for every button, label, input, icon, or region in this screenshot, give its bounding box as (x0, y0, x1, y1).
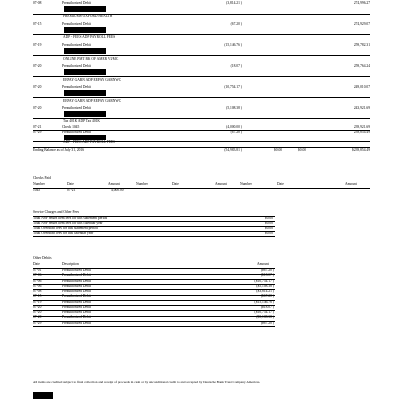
txn-memo: ADP - FEES ADP PAYROLL FEES (63, 140, 116, 144)
txn-balance: 274,996.27 (353, 1, 370, 5)
redaction-block (64, 27, 106, 33)
txn-amount: (67.20 ) (230, 130, 242, 134)
txn-amount: (3,814.21 ) (226, 1, 242, 5)
col-header-amount: Amount (257, 262, 269, 266)
debit-amount: ($5,108.38 ) (256, 283, 274, 288)
redaction-block (64, 69, 106, 75)
fee-label: Total NSF return item fees for this calendar year (33, 220, 103, 225)
fee-label: Total Overdraft fees for this statement period (33, 225, 98, 230)
debit-date: 07-01 (33, 268, 42, 272)
txn-amount: (15,146.76 ) (224, 43, 242, 47)
redaction-block (64, 6, 106, 12)
debit-amount: ($10,754.17 ) (254, 278, 274, 283)
debit-description: Preauthorized Debit (62, 278, 91, 283)
section-title: Other Debits (33, 256, 52, 260)
txn-balance: 259,764.24 (353, 64, 370, 68)
row-divider (33, 326, 275, 327)
redaction-block (33, 392, 53, 399)
txn-description: Preauthorized Debit (62, 130, 91, 134)
check-number: 1045 (33, 188, 41, 192)
row-divider (33, 236, 275, 237)
debit-description: Preauthorized Debit (62, 310, 91, 314)
row-divider (33, 55, 370, 56)
col-header-number: Number (33, 182, 45, 186)
debit-description: Preauthorized Debit (62, 273, 91, 278)
debit-description: Preauthorized Debit (62, 289, 91, 293)
ending-balance-label: Ending Balance as of July 31, 2016 (33, 148, 85, 152)
txn-amount: (4,000.00 ) (226, 125, 242, 129)
txn-balance: 259,782.31 (353, 43, 370, 47)
debit-amount: ($18.07 ) (260, 304, 274, 309)
txn-amount: (5,108.38 ) (226, 106, 242, 110)
fee-label: Total NSF return item fees for this statement period (33, 215, 108, 220)
txn-memo: ADP - FEES ADP PAYROLL FEES (63, 35, 116, 39)
txn-balance: 239,854.49 (353, 130, 370, 134)
col-header-date: Date (172, 182, 179, 186)
txn-date: 07-19 (33, 43, 42, 47)
debit-date: 07-06 (33, 278, 42, 283)
ending-total-amount: (54,983.81 ) (224, 148, 242, 152)
col-header-date: Date (67, 182, 74, 186)
ending-balance-value: $239,854.49 (352, 148, 370, 152)
fee-amount: $0.00 (264, 215, 273, 220)
txn-date: 07-08 (33, 1, 42, 5)
txn-description: Preauthorized Debit (62, 106, 91, 110)
col-header-number: Number (240, 182, 252, 186)
debit-amount: ($18.07 ) (260, 273, 274, 278)
check-date: 07-21 (67, 188, 76, 192)
debit-date: 07-06 (33, 273, 42, 278)
txn-description: Preauthorized Debit (62, 43, 91, 47)
txn-date: 07-15 (33, 22, 42, 26)
section-title: Service Charges and Other Fees (33, 210, 80, 214)
section-title: Checks Paid (33, 176, 51, 180)
txn-memo: PREMIUMS OXFORD HEALTH (63, 14, 113, 18)
redaction-block (64, 111, 106, 117)
txn-amount: (10,754.17 ) (224, 85, 242, 89)
txn-description: Preauthorized Debit (62, 1, 91, 5)
txn-description: Preauthorized Debit (62, 64, 91, 68)
debit-date: 07-15 (33, 294, 42, 299)
footer-disclaimer: All items are credited subject to final collection and receipt of proceeds in cash or by unconditional credit to and accepted by Deutsche Bank Trust Company Americas. (33, 380, 261, 384)
txn-balance: 249,010.07 (353, 85, 370, 89)
col-header-amount: Amount (345, 182, 357, 186)
txn-date: 07-20 (33, 106, 42, 110)
col-header-amount: Amount (108, 182, 120, 186)
check-amount: 4,000.00 (111, 188, 124, 192)
debit-amount: ($67.20 ) (260, 268, 274, 272)
txn-memo: ONLINE PMT BK OF AMER VI/MC (63, 57, 119, 61)
txn-amount: (67.20 ) (230, 22, 242, 26)
debit-date: 07-06 (33, 283, 42, 288)
txn-memo: Tax 401K ADP Tax 401K (63, 119, 101, 123)
debit-amount: ($10,754.17 ) (254, 310, 274, 314)
col-header-date: Date (33, 262, 40, 266)
debit-date: 07-19 (33, 299, 42, 304)
debit-description: Preauthorized Debit (62, 299, 91, 304)
debit-description: Preauthorized Debit (62, 320, 91, 325)
redaction-block (64, 48, 106, 54)
txn-date: 07-29 (33, 130, 42, 134)
fee-amount: $0.00 (264, 225, 273, 230)
txn-description: Preauthorized Debit (62, 85, 91, 89)
debit-description: Preauthorized Debit (62, 283, 91, 288)
debit-date: 07-29 (33, 320, 42, 325)
debit-description: Preauthorized Debit (62, 268, 91, 272)
txn-memo: EEPAY GARN ADP EEPAY GARNWC (63, 78, 122, 82)
col-header-amount: Amount (215, 182, 227, 186)
fee-amount: $0.00 (264, 220, 273, 225)
debit-amount: ($67.20 ) (260, 320, 274, 325)
debit-description: Preauthorized Debit (62, 315, 91, 320)
fee-amount: $0.00 (264, 230, 273, 235)
col-header-description: Description (62, 262, 79, 266)
fee-label: Total Overdraft fees for this calendar year (33, 230, 94, 235)
txn-amount: (18.07 ) (230, 64, 242, 68)
debit-date: 07-20 (33, 304, 42, 309)
txn-date: 07-21 (33, 125, 42, 129)
txn-balance: 274,929.07 (353, 22, 370, 26)
col-header-number: Number (136, 182, 148, 186)
txn-description: Preauthorized Debit (62, 22, 91, 26)
header-rule (33, 188, 370, 189)
debit-amount: ($67.20 ) (260, 294, 274, 299)
txn-date: 07-20 (33, 85, 42, 89)
debit-amount: ($3,814.21 ) (256, 289, 274, 293)
debit-description: Preauthorized Debit (62, 304, 91, 309)
redaction-block (64, 90, 106, 96)
debit-date: 07-20 (33, 315, 42, 320)
txn-memo: EEPAY GARN ADP EEPAY GARNWC (63, 99, 122, 103)
txn-description: Check 1045 (62, 125, 80, 129)
ending-zero-fees: $0.00 (298, 148, 307, 152)
txn-date: 07-20 (33, 64, 42, 68)
debit-description: Preauthorized Debit (62, 294, 91, 299)
debit-date: 07-08 (33, 289, 42, 293)
txn-balance: 239,921.69 (353, 125, 370, 129)
row-divider (33, 97, 370, 98)
col-header-date: Date (277, 182, 284, 186)
debit-date: 07-20 (33, 310, 42, 314)
debit-amount: ($15,146.76 ) (254, 299, 274, 304)
ending-zero-credits: $0.00 (274, 148, 283, 152)
txn-balance: 243,921.69 (353, 106, 370, 110)
debit-amount: ($5,108.38 ) (256, 315, 274, 320)
row-divider (33, 76, 370, 77)
